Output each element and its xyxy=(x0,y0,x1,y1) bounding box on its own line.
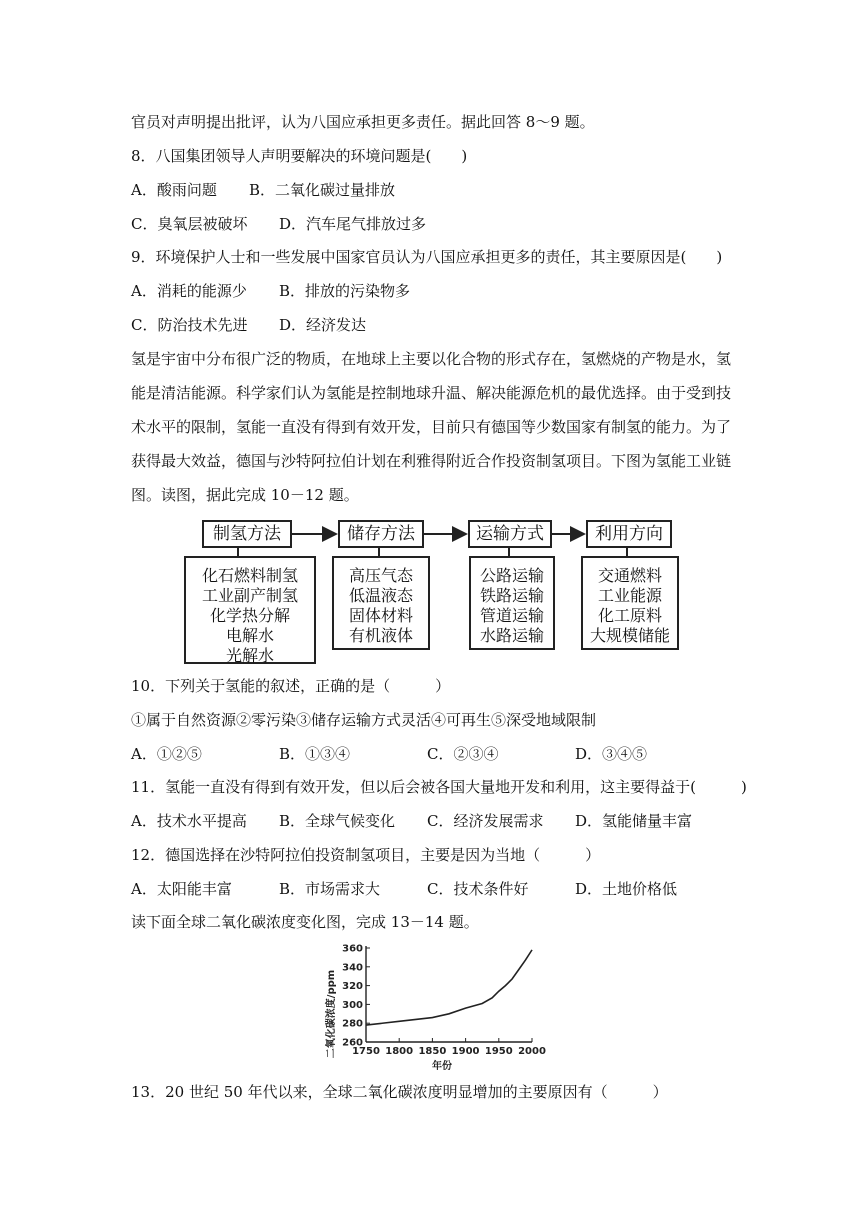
x-tick-label: 1900 xyxy=(451,1046,480,1057)
hydrogen-chain-diagram xyxy=(184,520,679,665)
q10-options xyxy=(131,744,647,764)
q10-option-b: B．①③④ xyxy=(279,745,351,763)
usage-direction: 工业能源 xyxy=(597,586,662,605)
y-tick-label: 360 xyxy=(342,943,363,955)
chart-intro: 读下面全球二氧化碳浓度变化图，完成 13－14 题。 xyxy=(131,913,479,931)
q11-option-d: D．氢能储量丰富 xyxy=(575,812,693,830)
q12-option-a: A．太阳能丰富 xyxy=(131,880,232,898)
storage-method: 有机液体 xyxy=(348,626,413,645)
storage-method: 高压气态 xyxy=(348,566,413,585)
x-axis-label: 年份 xyxy=(432,1061,452,1072)
x-tick-label: 1950 xyxy=(484,1046,513,1057)
q8-option-b: B．二氧化碳过量排放 xyxy=(249,181,396,199)
q9-option-a: A．消耗的能源少 xyxy=(131,282,247,300)
passage-line-4: 获得最大效益，德国与沙特阿拉伯计划在利雅得附近合作投资制氢项目。下图为氢能工业链 xyxy=(131,452,732,470)
head-storage-methods: 储存方法 xyxy=(338,520,424,548)
q11-option-c: C．经济发展需求 xyxy=(427,812,544,830)
y-tick-label: 320 xyxy=(342,981,363,993)
q12-option-b: B．市场需求大 xyxy=(279,880,381,898)
q12-option-d: D．土地价格低 xyxy=(575,880,678,898)
y-tick-label: 340 xyxy=(342,962,363,974)
x-tick-label: 1800 xyxy=(385,1046,414,1057)
body-production-methods xyxy=(184,556,316,664)
q10-statements: ①属于自然资源②零污染③储存运输方式灵活④可再生⑤深受地域限制 xyxy=(131,711,597,729)
transport-mode: 水路运输 xyxy=(479,626,544,645)
co2-series-line xyxy=(366,950,532,1025)
production-method: 化学热分解 xyxy=(209,606,290,625)
q11-option-a: A．技术水平提高 xyxy=(131,812,247,830)
passage-line-1: 氢是宇宙中分布很广泛的物质，在地球上主要以化合物的形式存在，氢燃烧的产物是水，氢 xyxy=(131,350,732,368)
intro-text-end: 官员对声明提出批评，认为八国应承担更多责任。据此回答 8～9 题。 xyxy=(131,113,595,131)
q12-options xyxy=(131,879,677,899)
question-10: 10．下列关于氢能的叙述，正确的是（ ） xyxy=(131,677,451,695)
question-9: 9．环境保护人士和一些发展中国家官员认为八国应承担更多的责任，其主要原因是( ) xyxy=(131,248,723,266)
q8-option-a: A．酸雨问题 xyxy=(131,181,217,199)
transport-mode: 管道运输 xyxy=(479,606,544,625)
y-tick-label: 260 xyxy=(342,1037,363,1049)
q9-option-b: B．排放的污染物多 xyxy=(279,282,411,300)
q12-option-c: C．技术条件好 xyxy=(427,880,529,898)
y-axis-label: 二氧化碳浓度/ppm xyxy=(326,969,337,1059)
storage-method: 固体材料 xyxy=(348,606,413,625)
y-tick-label: 300 xyxy=(342,999,363,1011)
head-transport-modes: 运输方式 xyxy=(468,520,552,548)
chart-axes xyxy=(366,946,532,1042)
head-usage-directions: 利用方向 xyxy=(586,520,672,548)
usage-direction: 大规模储能 xyxy=(589,626,670,645)
q8-option-c: C．臭氧层被破坏 xyxy=(131,215,248,233)
storage-method: 低温液态 xyxy=(348,586,413,605)
q8-options-row-2 xyxy=(131,214,426,234)
question-8: 8．八国集团领导人声明要解决的环境问题是( ) xyxy=(131,147,468,165)
q8-option-d: D．汽车尾气排放过多 xyxy=(279,215,427,233)
y-tick-label: 280 xyxy=(342,1018,363,1030)
question-13: 13．20 世纪 50 年代以来，全球二氧化碳浓度明显增加的主要原因有（ ） xyxy=(131,1083,668,1101)
co2-concentration-chart xyxy=(322,942,546,1072)
x-tick-label: 2000 xyxy=(518,1046,546,1057)
q9-options-row-2 xyxy=(131,315,366,335)
production-method: 化石燃料制氢 xyxy=(201,566,298,585)
q11-options xyxy=(131,811,692,831)
q9-options-row-1 xyxy=(131,281,410,301)
question-11: 11．氢能一直没有得到有效开发，但以后会被各国大量地开发和利用，这主要得益于( ) xyxy=(131,778,747,796)
passage-line-3: 术水平的限制，氢能一直没有得到有效开发，目前只有德国等少数国家有制氢的能力。为了 xyxy=(131,418,732,436)
production-method: 光解水 xyxy=(225,646,274,665)
q10-option-a: A．①②⑤ xyxy=(131,745,202,763)
question-12: 12．德国选择在沙特阿拉伯投资制氢项目，主要是因为当地（ ） xyxy=(131,846,601,864)
q9-option-c: C．防治技术先进 xyxy=(131,316,248,334)
body-storage-methods xyxy=(332,556,430,650)
production-method: 电解水 xyxy=(225,626,274,645)
body-transport-modes xyxy=(469,556,555,650)
head-production-methods: 制氢方法 xyxy=(202,520,292,548)
chart-ticks xyxy=(342,944,546,1058)
q9-option-d: D．经济发达 xyxy=(279,316,367,334)
transport-mode: 铁路运输 xyxy=(479,586,544,605)
body-usage-directions xyxy=(581,556,679,650)
x-tick-label: 1750 xyxy=(352,1046,380,1057)
q11-option-b: B．全球气候变化 xyxy=(279,812,396,830)
q10-option-d: D．③④⑤ xyxy=(575,745,648,763)
passage-line-5: 图。读图，据此完成 10－12 题。 xyxy=(131,486,359,504)
q8-options-row-1 xyxy=(131,180,395,200)
usage-direction: 交通燃料 xyxy=(597,566,662,585)
production-method: 工业副产制氢 xyxy=(201,586,298,605)
co2-chart-svg xyxy=(322,942,546,1072)
usage-direction: 化工原料 xyxy=(597,606,662,625)
passage-line-2: 能是清洁能源。科学家们认为氢能是控制地球升温、解决能源危机的最优选择。由于受到技 xyxy=(131,384,732,402)
q10-option-c: C．②③④ xyxy=(427,745,499,763)
transport-mode: 公路运输 xyxy=(479,566,544,585)
x-tick-label: 1850 xyxy=(418,1046,447,1057)
